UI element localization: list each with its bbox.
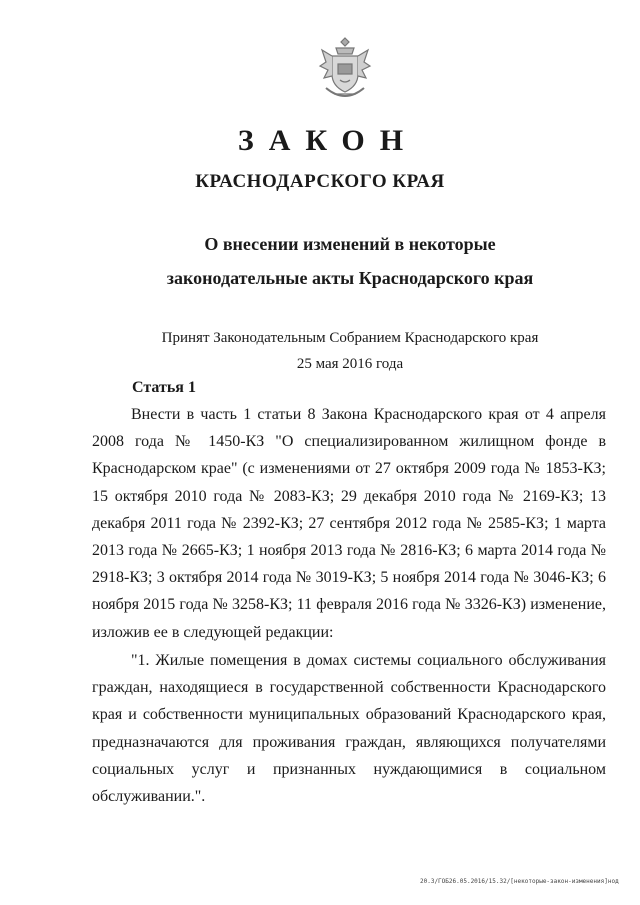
law-region-subtitle: КРАСНОДАРСКОГО КРАЯ xyxy=(195,171,445,192)
article-heading: Статья 1 xyxy=(132,379,196,396)
document-title xyxy=(120,227,580,295)
krasnodar-coat-of-arms-icon xyxy=(318,36,372,102)
document-title-line: законодательные акты Краснодарского края xyxy=(166,268,534,288)
document-title-line: О внесении изменений в некоторые xyxy=(204,234,496,254)
amendment-quote: "1. Жилые помещения в домах системы социального обслуживания граждан, находящиеся в государственной собственности Краснодарского края и собственности муниципальных образований Краснодарского края, предназначаются для проживания граждан, являющихся получателями социальных услуг и признанных нуждающимися в социальном обслуживании.". xyxy=(92,652,606,806)
adoption-body: Принят Законодательным Собранием Краснодарского края xyxy=(161,330,539,346)
adoption-note xyxy=(100,325,600,377)
adoption-date: 25 мая 2016 года xyxy=(296,356,404,372)
file-stamp: 20.3/ГОБ26.05.2016/15.32/[некоторые-закон-изменения]нод xyxy=(420,878,619,885)
article-paragraph: Внести в часть 1 статьи 8 Закона Краснодарского края от 4 апреля 2008 года № 1450-КЗ "О специализированном жилищном фонде в Краснодарском крае" (с изменениями от 27 октября 2009 года № 1853-КЗ; 15 октября 2010 года № 2083-КЗ; 29 декабря 2010 года № 2169-КЗ; 13 декабря 2011 года № 2392-КЗ; 27 сентября 2012 года № 2585-КЗ; 1 марта 2013 года № 2665-КЗ; 1 ноября 2013 года № 2816-КЗ; 6 марта 2014 года № 2918-КЗ; 3 октября 2014 года № 3019-КЗ; 5 ноября 2014 года № 3046-КЗ; 6 ноября 2015 года № 3258-КЗ; 11 февраля 2016 года № 3326-КЗ) изменение, изложив ее в следующей редакции: xyxy=(92,406,606,641)
law-title: ЗАКОН xyxy=(237,124,419,157)
